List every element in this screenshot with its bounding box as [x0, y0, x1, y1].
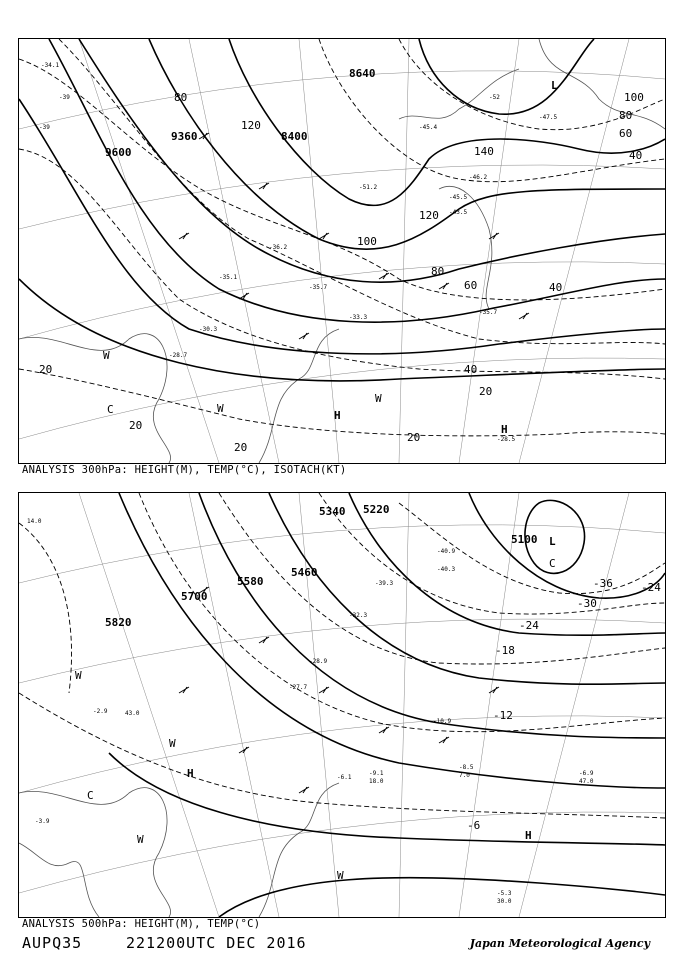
coastline — [19, 783, 339, 917]
warm-marker: W — [103, 349, 110, 362]
height-labels-300 — [105, 67, 376, 159]
height-label: 5580 — [237, 575, 264, 588]
isotach-label: 80 — [174, 91, 188, 104]
isotherm-label: -30 — [577, 597, 597, 610]
temp-label: 47.0 — [579, 778, 594, 785]
map-panel-300hpa — [18, 38, 666, 464]
temp-label: -27.7 — [289, 684, 308, 691]
temp-label: 14.0 — [27, 518, 42, 525]
isotach-label: 20 — [479, 385, 493, 398]
high-center: H — [501, 423, 508, 436]
warm-marker: W — [137, 833, 144, 846]
isotach-label: 40 — [629, 149, 643, 162]
cold-marker: C — [549, 557, 556, 570]
high-center: H — [187, 767, 194, 780]
isotach-label: 80 — [619, 109, 633, 122]
isotherm-label: -6 — [467, 819, 481, 832]
temp-label: -32.3 — [349, 612, 368, 619]
temp-label: -39 — [59, 94, 70, 101]
isotach-label: 140 — [474, 145, 494, 158]
temp-label: -6.9 — [579, 770, 594, 777]
isotherm-label: -12 — [493, 709, 513, 722]
wind-barbs — [179, 133, 529, 339]
temp-label: -9.1 — [369, 770, 384, 777]
height-label: 5340 — [319, 505, 346, 518]
isotherms — [19, 39, 665, 436]
temp-label: 43.0 — [125, 710, 140, 717]
temp-label: -28.7 — [169, 352, 188, 359]
temp-label: -45.4 — [419, 124, 438, 131]
isotherms — [19, 493, 665, 818]
temp-label: -6.1 — [337, 774, 352, 781]
temp-label: -39.3 — [375, 580, 394, 587]
thermal-markers-300 — [103, 349, 382, 416]
height-label: 5100 — [511, 533, 538, 546]
isotach-label: 120 — [419, 209, 439, 222]
temp-label: -28.5 — [497, 436, 516, 443]
temp-label: -40.3 — [437, 566, 456, 573]
temp-label: 30.0 — [497, 898, 512, 905]
coastline — [19, 39, 665, 463]
cold-marker: C — [107, 403, 114, 416]
pressure-centers-300 — [334, 79, 558, 436]
low-center: L — [551, 79, 558, 92]
temp-label: -10.9 — [433, 718, 452, 725]
isotach-label: 100 — [624, 91, 644, 104]
graticule — [19, 39, 665, 463]
temp-label: -30.3 — [199, 326, 218, 333]
isotach-label: 20 — [407, 431, 421, 444]
high-center: H — [525, 829, 532, 842]
temp-label: -40.9 — [437, 548, 456, 555]
isotherm-label: -24 — [641, 581, 661, 594]
isotach-label: 20 — [129, 419, 143, 432]
temp-label: -35.7 — [309, 284, 328, 291]
height-contours — [19, 39, 665, 381]
height-label: 9600 — [105, 146, 132, 159]
temp-label: 7.0 — [459, 772, 470, 779]
temp-label: 18.0 — [369, 778, 384, 785]
warm-marker: W — [217, 402, 224, 415]
cold-marker: C — [87, 789, 94, 802]
warm-marker: W — [75, 669, 82, 682]
temp-label: -52 — [489, 94, 500, 101]
warm-marker: W — [375, 392, 382, 405]
temp-label: -5.3 — [497, 890, 512, 897]
isotach-label: 60 — [619, 127, 633, 140]
temp-label: -36.2 — [269, 244, 288, 251]
isotach-label: 120 — [241, 119, 261, 132]
temp-label: -8.5 — [459, 764, 474, 771]
temp-label: -33.3 — [349, 314, 368, 321]
high-center: H — [334, 409, 341, 422]
warm-marker: W — [169, 737, 176, 750]
product-code: AUPQ35 — [22, 934, 83, 952]
isotach-label: 60 — [464, 279, 478, 292]
isotach-label: 20 — [39, 363, 53, 376]
isotherm-label: -24 — [519, 619, 539, 632]
temp-label: -2.9 — [93, 708, 108, 715]
isotach-label: 100 — [357, 235, 377, 248]
temp-label: -34.1 — [41, 62, 60, 69]
valid-time: 221200UTC DEC 2016 — [126, 934, 307, 952]
low-center: L — [549, 535, 556, 548]
height-label: 5220 — [363, 503, 390, 516]
temp-label: -35.7 — [479, 309, 498, 316]
isotherm-label: -36 — [593, 577, 613, 590]
temp-label: -46.2 — [469, 174, 488, 181]
caption-500hpa: ANALYSIS 500hPa: HEIGHT(M), TEMP(°C) — [22, 918, 261, 930]
height-label: 5820 — [105, 616, 132, 629]
isotherm-label: -18 — [495, 644, 515, 657]
isotach-label: 80 — [431, 265, 445, 278]
height-labels-500 — [105, 503, 538, 629]
caption-300hpa: ANALYSIS 300hPa: HEIGHT(M), TEMP(°C), ISOTACH(KT) — [22, 464, 347, 476]
warm-marker: W — [337, 869, 344, 882]
isotach-label: 20 — [234, 441, 248, 454]
temp-label: -47.5 — [539, 114, 558, 121]
thermal-markers-500 — [75, 557, 556, 882]
temp-label: -51.2 — [359, 184, 378, 191]
height-label: 5460 — [291, 566, 318, 579]
temp-label: -43.5 — [449, 209, 468, 216]
isotherm-labels-500 — [467, 577, 661, 832]
temp-label: -28.9 — [309, 658, 328, 665]
height-label: 5700 — [181, 590, 208, 603]
temp-label: -35.1 — [219, 274, 238, 281]
height-contours — [109, 493, 665, 917]
map-500hpa-svg — [19, 493, 665, 917]
map-panel-500hpa — [18, 492, 666, 918]
graticule — [19, 493, 665, 917]
height-label: 8640 — [349, 67, 376, 80]
isotach-label: 40 — [464, 363, 478, 376]
isotach-label: 40 — [549, 281, 563, 294]
temp-label: -45.5 — [449, 194, 468, 201]
height-label: 9360 — [171, 130, 198, 143]
wind-barbs — [179, 587, 499, 793]
map-300hpa-svg — [19, 39, 665, 463]
temp-label: -39 — [39, 124, 50, 131]
agency-name: Japan Meteorological Agency — [469, 937, 650, 950]
temp-label: -3.9 — [35, 818, 50, 825]
height-label: 8400 — [281, 130, 308, 143]
